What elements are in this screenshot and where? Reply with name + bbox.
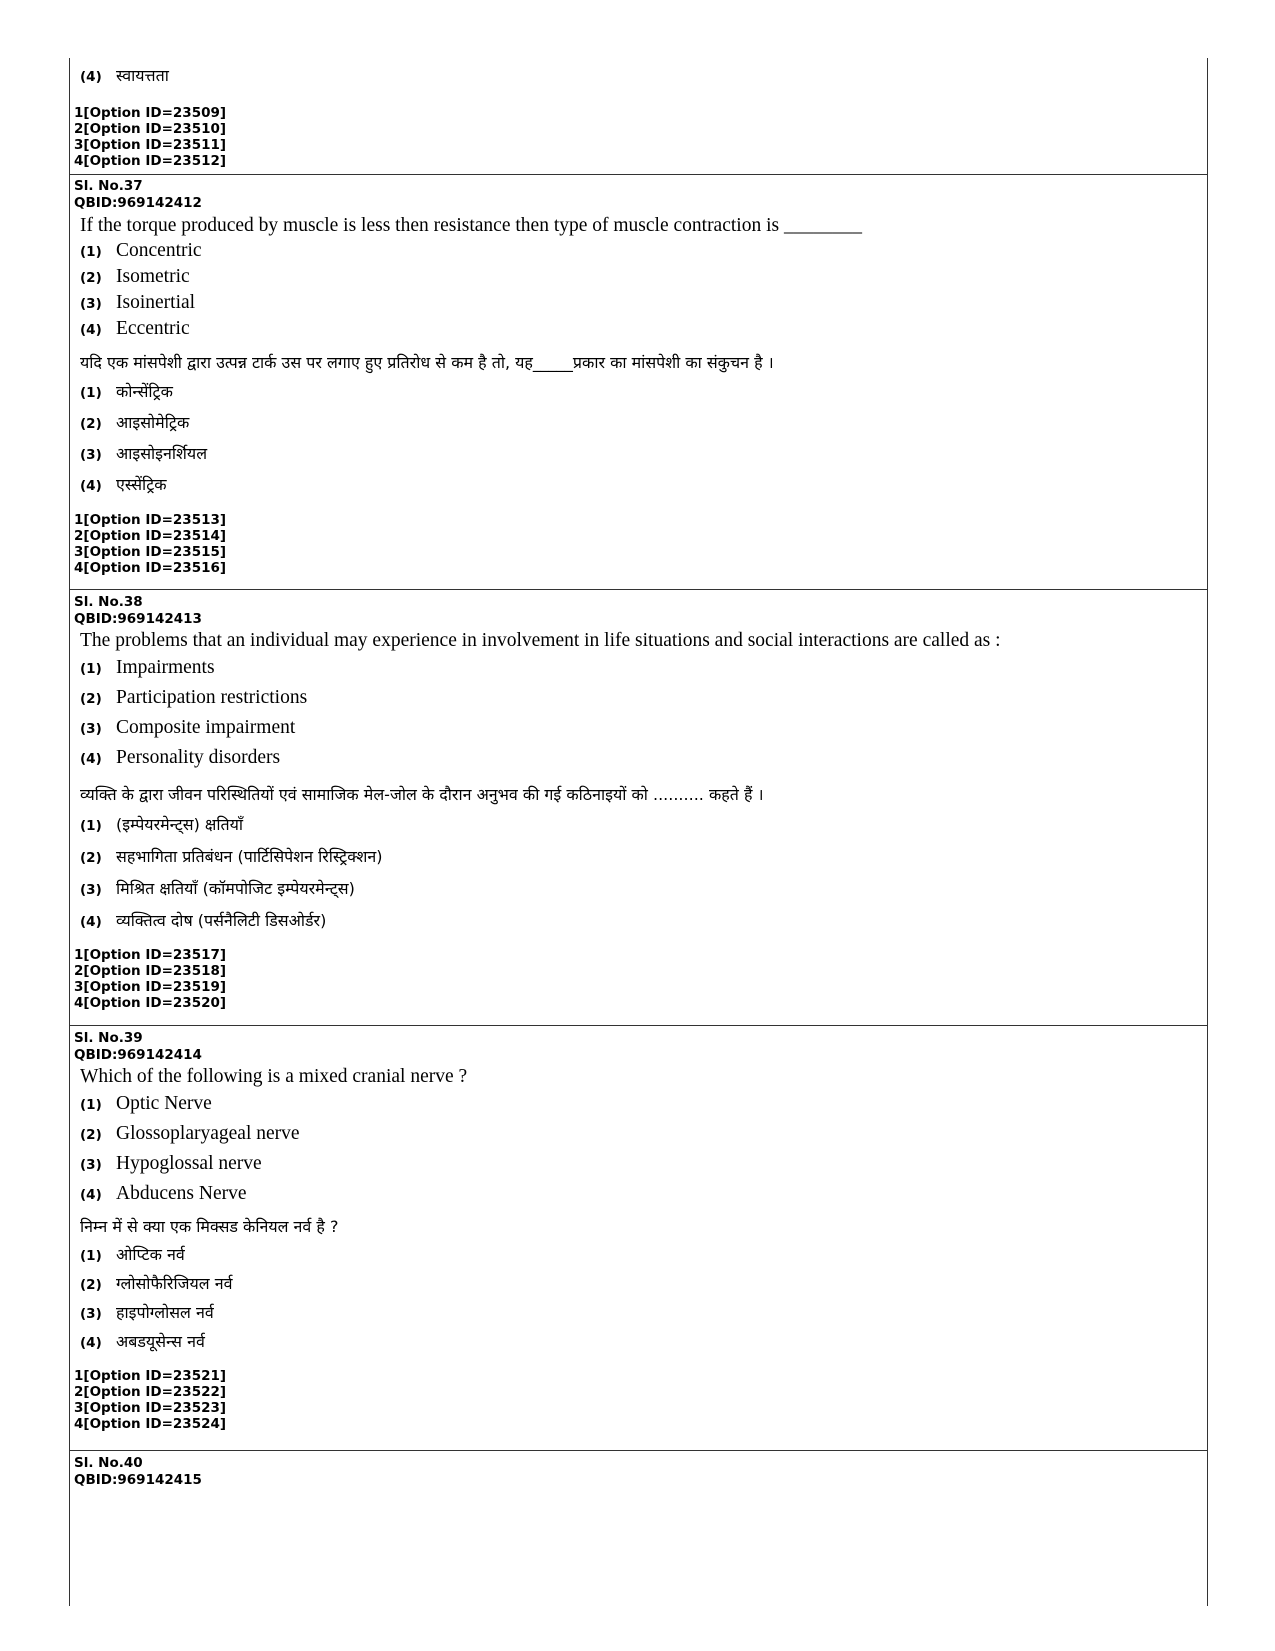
option-number: (3) <box>80 882 102 898</box>
option-hi <box>70 845 1207 877</box>
question-block-38 <box>70 594 1207 1011</box>
option-en <box>70 266 1207 292</box>
question-block-39 <box>70 1030 1207 1432</box>
option-text: व्यक्तित्व दोष (पर्सनैलिटी डिसओर्डर) <box>116 911 327 930</box>
option-number: (1) <box>80 661 102 677</box>
option-text: आइसोइनर्शियल <box>116 444 208 463</box>
section-divider <box>70 1450 1207 1451</box>
option-hi <box>70 1301 1207 1330</box>
option-text: Personality disorders <box>116 747 281 768</box>
option-hi <box>70 1272 1207 1301</box>
option-id: 3[Option ID=23523] <box>74 1400 227 1416</box>
option-number: (3) <box>80 1157 102 1173</box>
option-text: कोन्सेंट्रिक <box>116 382 173 401</box>
option-id-list <box>70 105 1207 169</box>
option-id: 1[Option ID=23509] <box>74 105 227 121</box>
option-text: आइसोमेट्रिक <box>116 413 190 432</box>
option-text: एस्सेंट्रिक <box>116 475 167 494</box>
question-text-hi: व्यक्ति के द्वारा जीवन परिस्थितियों एवं सामाजिक मेल-जोल के दौरान अनुभव की गई कठिनाइयों को .......... कहते हैं । <box>80 785 764 804</box>
option-id: 2[Option ID=23510] <box>74 121 227 137</box>
option-en <box>70 1153 1207 1183</box>
question-sheet <box>69 58 1208 1606</box>
option-hi <box>70 1243 1207 1272</box>
option-en <box>70 318 1207 348</box>
option-text: Eccentric <box>116 318 190 339</box>
option-en <box>70 717 1207 747</box>
serial-number: Sl. No.39 <box>74 1030 143 1046</box>
option-en <box>70 1093 1207 1123</box>
option-text: मिश्रित क्षतियाँ (कॉमपोजिट इम्पेयरमेन्ट्स) <box>116 879 355 898</box>
question-text-hi: निम्न में से क्या एक मिक्सड केनियल नर्व है ? <box>80 1217 339 1236</box>
option-number: (2) <box>80 1277 102 1293</box>
option-text: हाइपोग्लोसल नर्व <box>116 1303 214 1322</box>
option-number: (2) <box>80 850 102 866</box>
qbid: QBID:969142413 <box>74 610 202 627</box>
option-number: (3) <box>80 447 102 463</box>
option-id-list <box>70 1368 1207 1432</box>
option-text: Hypoglossal nerve <box>116 1153 262 1174</box>
option-en <box>70 240 1207 266</box>
option-number: (4) <box>80 69 102 85</box>
section-divider <box>70 174 1207 175</box>
option-number: (4) <box>80 478 102 494</box>
option-en <box>70 687 1207 717</box>
option-id: 1[Option ID=23513] <box>74 512 227 528</box>
option-number: (1) <box>80 385 102 401</box>
option-text: Isoinertial <box>116 292 196 313</box>
serial-number: Sl. No.38 <box>74 594 143 610</box>
option-number: (4) <box>80 322 102 338</box>
option-number: (4) <box>80 914 102 930</box>
option-id: 4[Option ID=23524] <box>74 1416 227 1432</box>
option-text: Glossoplaryageal nerve <box>116 1123 300 1144</box>
prev-question-fragment <box>70 64 1207 169</box>
option-en <box>70 292 1207 318</box>
question-text-en: If the torque produced by muscle is less then resistance then type of muscle contraction is ________ <box>80 215 862 236</box>
option-number: (4) <box>80 1335 102 1351</box>
option-text: Optic Nerve <box>116 1093 212 1114</box>
option-hi <box>70 877 1207 909</box>
section-divider <box>70 589 1207 590</box>
option-text: सहभागिता प्रतिबंधन (पार्टिसिपेशन रिस्ट्रिक्शन) <box>116 847 383 866</box>
option-hi <box>70 1330 1207 1359</box>
serial-number: Sl. No.40 <box>74 1455 143 1471</box>
option-number: (1) <box>80 1248 102 1264</box>
option-text: Concentric <box>116 240 202 261</box>
option-hi <box>70 813 1207 845</box>
question-block-37 <box>70 178 1207 576</box>
option-text: Abducens Nerve <box>116 1183 247 1204</box>
option-id: 3[Option ID=23515] <box>74 544 227 560</box>
option-number: (3) <box>80 1306 102 1322</box>
option-text: स्वायत्तता <box>116 66 169 85</box>
option-text: (इम्पेयरमेन्ट्स) क्षतियाँ <box>116 815 244 834</box>
option-text: Participation restrictions <box>116 687 308 708</box>
option-hi <box>70 909 1207 941</box>
option-number: (2) <box>80 691 102 707</box>
option-text: Composite impairment <box>116 717 296 738</box>
option-number: (4) <box>80 751 102 767</box>
option-id-list <box>70 947 1207 1011</box>
option-id: 1[Option ID=23517] <box>74 947 227 963</box>
option-number: (2) <box>80 1127 102 1143</box>
option-text: Isometric <box>116 266 190 287</box>
option-id: 3[Option ID=23519] <box>74 979 227 995</box>
option-en <box>70 1123 1207 1153</box>
option-id: 4[Option ID=23520] <box>74 995 227 1011</box>
option-id: 4[Option ID=23516] <box>74 560 227 576</box>
option-hi <box>70 64 1207 86</box>
option-text: ओप्टिक नर्व <box>116 1245 185 1264</box>
question-text-hi: यदि एक मांसपेशी द्वारा उत्पन्न टार्क उस पर लगाए हुए प्रतिरोध से कम है तो, यह_____प्रकार का मांसपेशी का संकुचन है । <box>80 353 774 372</box>
option-hi <box>70 380 1207 411</box>
option-number: (4) <box>80 1187 102 1203</box>
option-en <box>70 657 1207 687</box>
option-number: (1) <box>80 818 102 834</box>
option-id: 4[Option ID=23512] <box>74 153 227 169</box>
question-text-en: The problems that an individual may experience in involvement in life situations and social interactions are called as : <box>80 630 1001 651</box>
option-id: 2[Option ID=23522] <box>74 1384 227 1400</box>
option-text: अबडयूसेन्स नर्व <box>116 1332 205 1351</box>
option-id: 2[Option ID=23514] <box>74 528 227 544</box>
option-number: (3) <box>80 721 102 737</box>
option-hi <box>70 473 1207 504</box>
option-en <box>70 747 1207 781</box>
option-text: ग्लोसोफैरिजियल नर्व <box>116 1274 233 1293</box>
option-number: (1) <box>80 1097 102 1113</box>
option-number: (1) <box>80 244 102 260</box>
qbid: QBID:969142415 <box>74 1471 202 1488</box>
option-id: 3[Option ID=23511] <box>74 137 227 153</box>
option-id: 2[Option ID=23518] <box>74 963 227 979</box>
qbid: QBID:969142414 <box>74 1046 202 1063</box>
option-en <box>70 1183 1207 1213</box>
section-divider <box>70 1025 1207 1026</box>
option-hi <box>70 411 1207 442</box>
option-number: (3) <box>80 296 102 312</box>
qbid: QBID:969142412 <box>74 194 202 211</box>
option-id: 1[Option ID=23521] <box>74 1368 227 1384</box>
option-number: (2) <box>80 416 102 432</box>
option-text: Impairments <box>116 657 215 678</box>
question-text-en: Which of the following is a mixed cranial nerve ? <box>80 1066 468 1087</box>
serial-number: Sl. No.37 <box>74 178 143 194</box>
option-id-list <box>70 512 1207 576</box>
question-block-40 <box>70 1455 1207 1488</box>
option-number: (2) <box>80 270 102 286</box>
option-hi <box>70 442 1207 473</box>
